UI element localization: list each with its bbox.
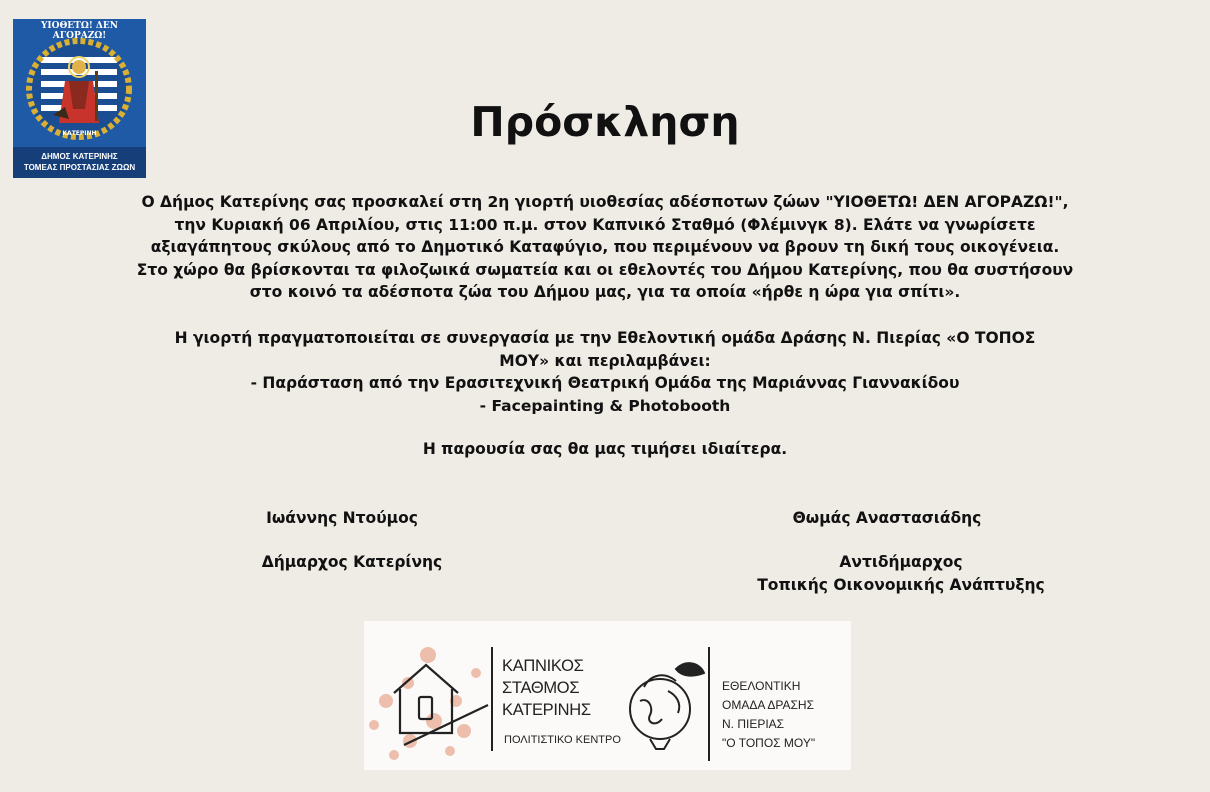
logo-caption — [13, 151, 146, 173]
paragraph-line: Ο Δήμος Κατερίνης σας προσκαλεί στη 2η γιορτή υιοθεσίας αδέσποτων ζώων "ΥΙΟΘΕΤΩ! ΔΕΝ ΑΓΟΡΑΖΩ!", — [141, 193, 1069, 211]
page-title: Πρόσκληση — [470, 98, 740, 146]
mayor-title: Δήμαρχος Κατερίνης — [261, 553, 443, 571]
paragraph-line: ΜΟΥ» και περιλαμβάνει: — [499, 351, 711, 370]
paragraph-line: αξιαγάπητους σκύλους από το Δημοτικό Καταφύγιο, που περιμένουν να βρουν τη δική τους οικογένεια. — [150, 238, 1060, 256]
kapnikos-line: ΚΑΠΝΙΚΟΣ — [502, 657, 584, 675]
volunteer-group-line: Ν. ΠΙΕΡΙΑΣ — [722, 717, 785, 731]
decorative-dots — [369, 647, 481, 760]
volunteer-group-logo-text — [722, 677, 815, 753]
program-item: - Παράσταση από την Ερασιτεχνική Θεατρική Ομάδα της Μαριάννας Γιαννακίδου — [250, 374, 960, 392]
pomegranate-icon — [630, 663, 704, 749]
volunteer-group-line: ΕΘΕΛΟΝΤΙΚΗ — [722, 679, 801, 693]
deputy-mayor-title — [731, 551, 1071, 596]
paragraph-line: στο κοινό τα αδέσποτα ζώα του Δήμου μας, για τα οποία «ήρθε η ώρα για σπίτι». — [249, 283, 961, 301]
deputy-mayor-title-line2: Τοπικής Οικονομικής Ανάπτυξης — [757, 575, 1045, 594]
paragraph-line: Στο χώρο θα βρίσκονται τα φιλοζωικά σωματεία και οι εθελοντές του Δήμου Κατερίνης, που θα συστήσουν — [136, 260, 1074, 279]
logo-caption-line2: ΤΟΜΕΑΣ ΠΡΟΣΤΑΣΙΑΣ ΖΩΩΝ — [23, 163, 136, 172]
logo-caption-line1: ΔΗΜΟΣ ΚΑΤΕΡΙΝΗΣ — [41, 152, 118, 161]
logo-slogan: ΥΙΟΘΕΤΩ! ΔΕΝ ΑΓΟΡΑΖΩ! — [40, 21, 119, 41]
program-paragraph — [0, 327, 1210, 417]
kapnikos-line: ΣΤΑΘΜΟΣ — [502, 679, 580, 697]
mayor-name: Ιωάννης Ντούμος — [266, 509, 418, 527]
volunteer-group-line: ΟΜΑΔΑ ΔΡΑΣΗΣ — [722, 698, 814, 712]
invitation-paragraph — [0, 191, 1210, 304]
partner-logos-banner — [364, 621, 851, 770]
program-item: - Facepainting & Photobooth — [479, 396, 731, 415]
volunteer-group-line: "Ο ΤΟΠΟΣ ΜΟΥ" — [722, 736, 816, 750]
kapnikos-line: ΚΑΤΕΡΙΝΗΣ — [502, 701, 591, 719]
kapnikos-subtitle: ΠΟΛΙΤΙΣΤΙΚΟ ΚΕΝΤΡΟ — [504, 734, 621, 746]
deputy-mayor-title-line1: Αντιδήμαρχος — [839, 553, 963, 571]
logo-ribbon-text: ΚΑΤΕΡΙΝΗ — [62, 130, 97, 137]
kapnikos-logo-text — [502, 655, 591, 721]
paragraph-line: την Κυριακή 06 Απριλίου, στις 11:00 π.μ. στον Καπνικό Σταθμό (Φλέμινγκ 8). Ελάτε να γνωρίσετε — [174, 215, 1036, 234]
closing-line: Η παρουσία σας θα μας τιμήσει ιδιαίτερα. — [422, 440, 788, 458]
deputy-mayor-name: Θωμάς Αναστασιάδης — [792, 509, 982, 527]
paragraph-line: Η γιορτή πραγματοποιείται σε συνεργασία με την Εθελοντική ομάδα Δράσης Ν. Πιερίας «Ο ΤΟΠΟΣ — [174, 329, 1036, 347]
